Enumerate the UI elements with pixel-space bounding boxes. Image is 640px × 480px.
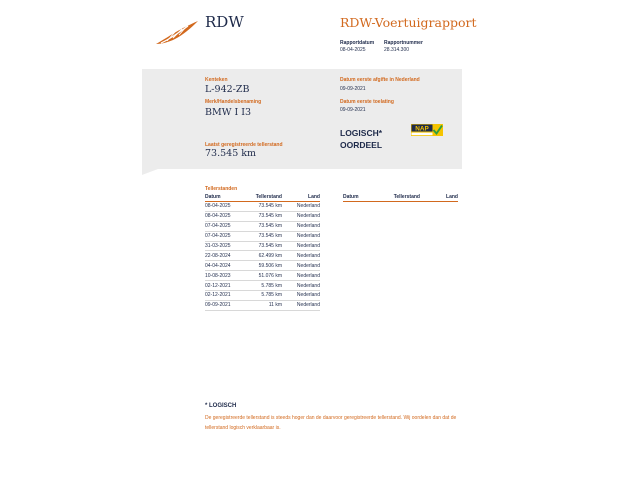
first-admission-label: Datum eerste toelating xyxy=(340,99,394,105)
report-date-label: Rapportdatum xyxy=(340,40,375,46)
report-number-label: Rapportnummer xyxy=(384,40,423,46)
nap-badge-icon xyxy=(411,124,443,136)
make-label: Merk/Handelsbenaming xyxy=(205,99,262,105)
table-header xyxy=(205,194,320,202)
rdw-logo-icon xyxy=(155,20,199,46)
cell-land: Nederland xyxy=(296,272,320,279)
table-header xyxy=(343,194,458,202)
column-header-date: Datum xyxy=(343,194,359,200)
report-number-value: 28.314.300 xyxy=(384,47,410,53)
cell-date: 02-12-2021 xyxy=(205,292,231,299)
footnote-title: * LOGISCH xyxy=(205,403,237,409)
table-row xyxy=(205,212,320,222)
verdict xyxy=(340,127,382,151)
report-date-value: 08-04-2025 xyxy=(340,47,366,53)
column-header-land: Land xyxy=(446,194,458,200)
report-title: RDW-Voertuigrapport xyxy=(340,15,477,30)
cell-km: 73.545 km xyxy=(258,243,282,249)
footnote-text: De geregistreerde tellerstand is steeds hoger dan de daarvoor geregistreerde tellerstand. Wij oordelen dan dat de tellerstand logisch verklaarbaar is. xyxy=(205,415,457,431)
verdict-line2: OORDEEL xyxy=(340,140,383,150)
cell-km: 5.785 km xyxy=(261,282,282,289)
cell-land: Nederland xyxy=(296,243,320,249)
cell-land: Nederland xyxy=(296,252,320,259)
cell-date: 02-12-2021 xyxy=(205,282,231,289)
odometer-table-continued xyxy=(343,194,458,202)
cell-km: 59.506 km xyxy=(258,262,282,269)
odometer-label: Laatst geregistreerde tellerstand xyxy=(205,142,283,148)
cell-km: 62.499 km xyxy=(258,252,282,259)
table-row xyxy=(205,291,320,301)
cell-land: Nederland xyxy=(296,262,320,269)
table-row xyxy=(205,222,320,232)
table-row xyxy=(205,232,320,242)
make-value: BMW I I3 xyxy=(205,107,252,118)
plate-label: Kenteken xyxy=(205,77,228,83)
table-row xyxy=(205,242,320,252)
brand-name: RDW xyxy=(205,13,244,31)
cell-date: 31-03-2025 xyxy=(205,243,231,249)
table-row xyxy=(205,301,320,311)
first-nl-label: Datum eerste afgifte in Nederland xyxy=(340,77,420,83)
cell-km: 73.545 km xyxy=(258,223,282,230)
odometer-value: 73.545 km xyxy=(205,148,257,159)
cell-date: 04-04-2024 xyxy=(205,262,231,269)
report-date-block xyxy=(340,40,374,54)
cell-land: Nederland xyxy=(296,282,320,289)
column-header-date: Datum xyxy=(205,194,221,200)
cell-km: 73.545 km xyxy=(258,233,282,240)
first-admission-value: 09-09-2021 xyxy=(340,107,366,113)
cell-land: Nederland xyxy=(296,292,320,299)
plate-value: L-942-ZB xyxy=(205,84,250,95)
cell-km: 51.076 km xyxy=(258,272,282,279)
cell-date: 10-08-2023 xyxy=(205,272,231,279)
cell-date: 09-09-2021 xyxy=(205,302,231,309)
column-header-land: Land xyxy=(308,194,320,200)
cell-date: 08-04-2025 xyxy=(205,203,231,210)
cell-km: 5.785 km xyxy=(261,292,282,299)
cell-date: 08-04-2025 xyxy=(205,213,231,220)
cell-date: 22-08-2024 xyxy=(205,252,231,259)
table-row xyxy=(205,281,320,291)
table-row xyxy=(205,261,320,271)
first-nl-value: 09-09-2021 xyxy=(340,86,366,92)
nap-badge-text: NAP xyxy=(415,125,429,133)
cell-date: 07-04-2025 xyxy=(205,233,231,240)
odometer-table xyxy=(205,194,320,311)
cell-km: 73.545 km xyxy=(258,213,282,220)
cell-km: 73.545 km xyxy=(258,203,282,210)
vehicle-summary-panel xyxy=(142,69,462,169)
cell-land: Nederland xyxy=(296,223,320,230)
cell-land: Nederland xyxy=(296,302,320,309)
table-row xyxy=(205,271,320,281)
cell-land: Nederland xyxy=(296,213,320,220)
table-row xyxy=(205,202,320,212)
verdict-line1: LOGISCH* xyxy=(340,128,383,138)
cell-land: Nederland xyxy=(296,233,320,240)
table-row xyxy=(205,251,320,261)
cell-date: 07-04-2025 xyxy=(205,223,231,230)
cell-land: Nederland xyxy=(296,203,320,210)
odometer-table-title: Tellerstanden xyxy=(205,186,238,192)
column-header-km: Tellerstand xyxy=(393,194,420,200)
column-header-km: Tellerstand xyxy=(255,194,282,200)
cell-km: 11 km xyxy=(268,302,282,309)
report-number-block xyxy=(384,40,423,54)
